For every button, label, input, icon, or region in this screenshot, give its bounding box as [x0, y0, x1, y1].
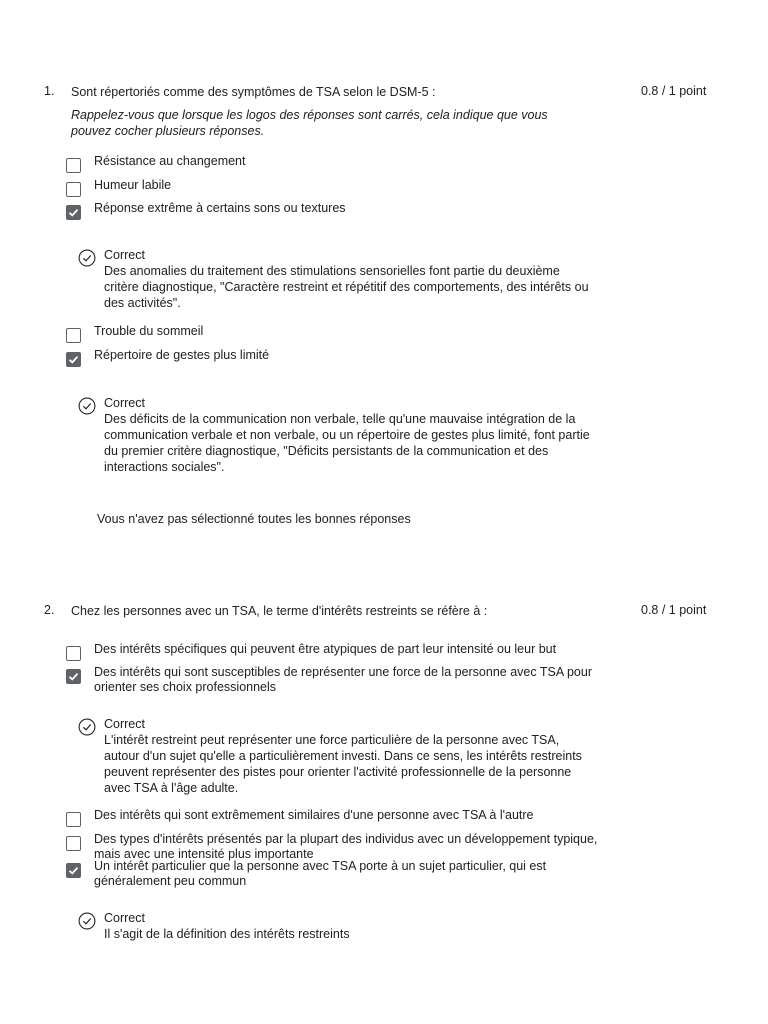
feedback-title: Correct	[104, 717, 145, 731]
question-number: 1.	[44, 84, 55, 98]
option-checkbox[interactable]	[66, 642, 606, 664]
option-checkbox[interactable]	[66, 808, 606, 830]
checkbox[interactable]	[66, 812, 81, 827]
option-checkbox[interactable]	[66, 832, 606, 860]
option-label: Des intérêts qui sont extrêmement similaires d'une personne avec TSA à l'autre	[94, 808, 534, 822]
feedback-title: Correct	[104, 396, 145, 410]
checkmark-icon	[68, 865, 79, 876]
option-label: Un intérêt particulier que la personne avec TSA porte à un sujet particulier, qui est généralement peu commun	[94, 859, 547, 888]
question-hint: Rappelez-vous que lorsque les logos des réponses sont carrés, cela indique que vous pouvez cocher plusieurs réponses.	[71, 108, 548, 138]
option-label: Des intérêts qui sont susceptibles de représenter une force de la personne avec TSA pour orienter ses choix professionnels	[94, 665, 592, 694]
feedback-text: Il s'agit de la définition des intérêts restreints	[104, 927, 350, 941]
option-checkbox[interactable]	[66, 324, 606, 346]
question-number: 2.	[44, 603, 55, 617]
option-label: Réponse extrême à certains sons ou textures	[94, 201, 346, 215]
check-circle-icon	[78, 912, 96, 930]
option-checkbox[interactable]	[66, 201, 606, 223]
feedback-text: Des anomalies du traitement des stimulations sensorielles font partie du deuxième critère diagnostique, "Caractère restreint et répétitif des comportements, des intérêts ou des activités".	[104, 264, 589, 310]
question-text: Sont répertoriés comme des symptômes de TSA selon le DSM-5 :	[71, 85, 436, 99]
checkmark-icon	[68, 207, 79, 218]
option-label: Humeur labile	[94, 178, 172, 192]
question-points: 0.8 / 1 point	[641, 603, 707, 617]
checkbox-checked[interactable]	[66, 352, 81, 367]
feedback-text: L'intérêt restreint peut représenter une force particulière de la personne avec TSA, autour d'un sujet qu'elle a particulièrement investi. Dans ce sens, les intérêts restreints peuvent représenter des pistes pour orienter l'activité professionnelle de la personne avec TSA à l'âge adulte.	[104, 733, 582, 795]
checkmark-icon	[68, 671, 79, 682]
option-label: Répertoire de gestes plus limité	[94, 348, 270, 362]
checkbox[interactable]	[66, 328, 81, 343]
checkbox-checked[interactable]	[66, 863, 81, 878]
check-circle-icon	[78, 249, 96, 267]
option-checkbox[interactable]	[66, 348, 606, 370]
check-circle-icon	[78, 397, 96, 415]
feedback-title: Correct	[104, 248, 145, 262]
option-checkbox[interactable]	[66, 665, 606, 697]
option-label: Des types d'intérêts présentés par la plupart des individus avec un développement typique, mais avec une intensité plus importante	[94, 832, 598, 861]
option-checkbox[interactable]	[66, 178, 606, 200]
checkbox[interactable]	[66, 158, 81, 173]
question-text: Chez les personnes avec un TSA, le terme d'intérêts restreints se réfère à :	[71, 604, 488, 618]
feedback-title: Correct	[104, 911, 145, 925]
check-circle-icon	[78, 718, 96, 736]
question-points: 0.8 / 1 point	[641, 84, 707, 98]
option-label: Résistance au changement	[94, 154, 246, 168]
option-label: Trouble du sommeil	[94, 324, 204, 338]
checkbox-checked[interactable]	[66, 669, 81, 684]
checkbox-checked[interactable]	[66, 205, 81, 220]
feedback-text: Des déficits de la communication non verbale, telle qu'une mauvaise intégration de la communication verbale et non verbale, ou un répertoire de gestes plus limité, font partie du premier critère diagnostique, "Déficits persistants de la communication et des interactions sociales".	[104, 412, 590, 474]
checkbox[interactable]	[66, 182, 81, 197]
option-checkbox[interactable]	[66, 859, 606, 891]
checkbox[interactable]	[66, 646, 81, 661]
answer-summary: Vous n'avez pas sélectionné toutes les bonnes réponses	[97, 512, 411, 526]
option-checkbox[interactable]	[66, 154, 606, 176]
option-label: Des intérêts spécifiques qui peuvent être atypiques de part leur intensité ou leur but	[94, 642, 557, 656]
checkmark-icon	[68, 354, 79, 365]
checkbox[interactable]	[66, 836, 81, 851]
